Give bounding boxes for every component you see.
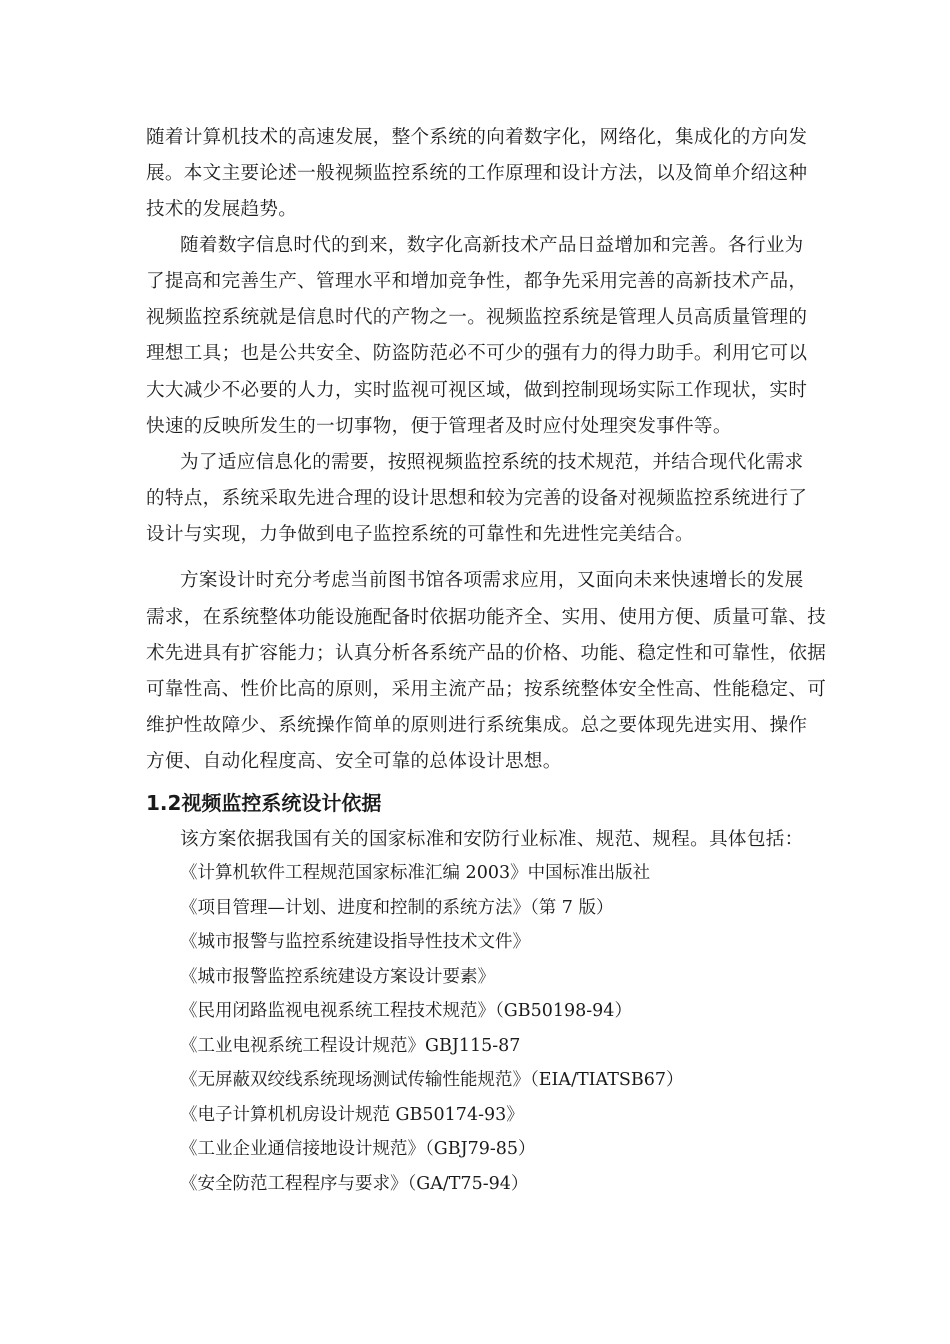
reference-item: 《城市报警监控系统建设方案设计要素》 [180, 967, 495, 987]
paragraph-3-line-1: 为了适应信息化的需要，按照视频监控系统的技术规范，并结合现代化需求 [180, 452, 804, 473]
reference-item: 《电子计算机机房设计规范 GB50174-93》 [180, 1105, 524, 1125]
reference-item: 《安全防范工程程序与要求》（GA/T75-94） [180, 1174, 529, 1194]
paragraph-4-line-4: 可靠性高、性价比高的原则，采用主流产品；按系统整体安全性高、性能稳定、可 [146, 679, 827, 700]
paragraph-4-line-2: 需求，在系统整体功能设施配备时依据功能齐全、实用、使用方便、质量可靠、技 [146, 607, 827, 628]
section-heading: 1.2视频监控系统设计依据 [146, 791, 382, 815]
paragraph-2-line-4: 理想工具；也是公共安全、防盗防范必不可少的强有力的得力助手。利用它可以 [146, 343, 808, 364]
paragraph-2-line-1: 随着数字信息时代的到来，数字化高新技术产品日益增加和完善。各行业为 [180, 235, 804, 256]
reference-item: 《工业企业通信接地设计规范》（GBJ79-85） [180, 1139, 536, 1159]
paragraph-4-line-3: 术先进具有扩容能力；认真分析各系统产品的价格、功能、稳定性和可靠性，依据 [146, 643, 827, 664]
reference-item: 《工业电视系统工程设计规范》GBJ115-87 [180, 1036, 521, 1056]
section-intro: 该方案依据我国有关的国家标准和安防行业标准、规范、规程。具体包括： [180, 829, 804, 850]
paragraph-1-line-2: 展。本文主要论述一般视频监控系统的工作原理和设计方法，以及简单介绍这种 [146, 163, 808, 184]
paragraph-1-line-1: 随着计算机技术的高速发展，整个系统的向着数字化，网络化，集成化的方向发 [146, 127, 808, 148]
reference-item: 《项目管理—计划、进度和控制的系统方法》（第 7 版） [180, 898, 614, 918]
reference-item: 《无屏蔽双绞线系统现场测试传输性能规范》（EIA/TIATSB67） [180, 1070, 684, 1090]
paragraph-2-line-2: 了提高和完善生产、管理水平和增加竞争性，都争先采用完善的高新技术产品， [146, 271, 808, 292]
paragraph-2-line-5: 大大减少不必要的人力，实时监视可视区域，做到控制现场实际工作现状，实时 [146, 380, 808, 401]
paragraph-4-line-1: 方案设计时充分考虑当前图书馆各项需求应用，又面向未来快速增长的发展 [180, 570, 804, 591]
paragraph-3-line-3: 设计与实现，力争做到电子监控系统的可靠性和先进性完美结合。 [146, 524, 694, 545]
paragraph-2-line-6: 快速的反映所发生的一切事物，便于管理者及时应付处理突发事件等。 [146, 416, 732, 437]
paragraph-2-line-3: 视频监控系统就是信息时代的产物之一。视频监控系统是管理人员高质量管理的 [146, 307, 808, 328]
paragraph-4-line-6: 方便、自动化程度高、安全可靠的总体设计思想。 [146, 751, 562, 772]
paragraph-4-line-5: 维护性故障少、系统操作简单的原则进行系统集成。总之要体现先进实用、操作 [146, 715, 808, 736]
reference-item: 《民用闭路监视电视系统工程技术规范》（GB50198-94） [180, 1001, 632, 1021]
paragraph-1-line-3: 技术的发展趋势。 [146, 199, 298, 220]
reference-item: 《计算机软件工程规范国家标准汇编 2003》中国标准出版社 [180, 863, 651, 883]
reference-item: 《城市报警与监控系统建设指导性技术文件》 [180, 932, 530, 952]
paragraph-3-line-2: 的特点，系统采取先进合理的设计思想和较为完善的设备对视频监控系统进行了 [146, 488, 808, 509]
